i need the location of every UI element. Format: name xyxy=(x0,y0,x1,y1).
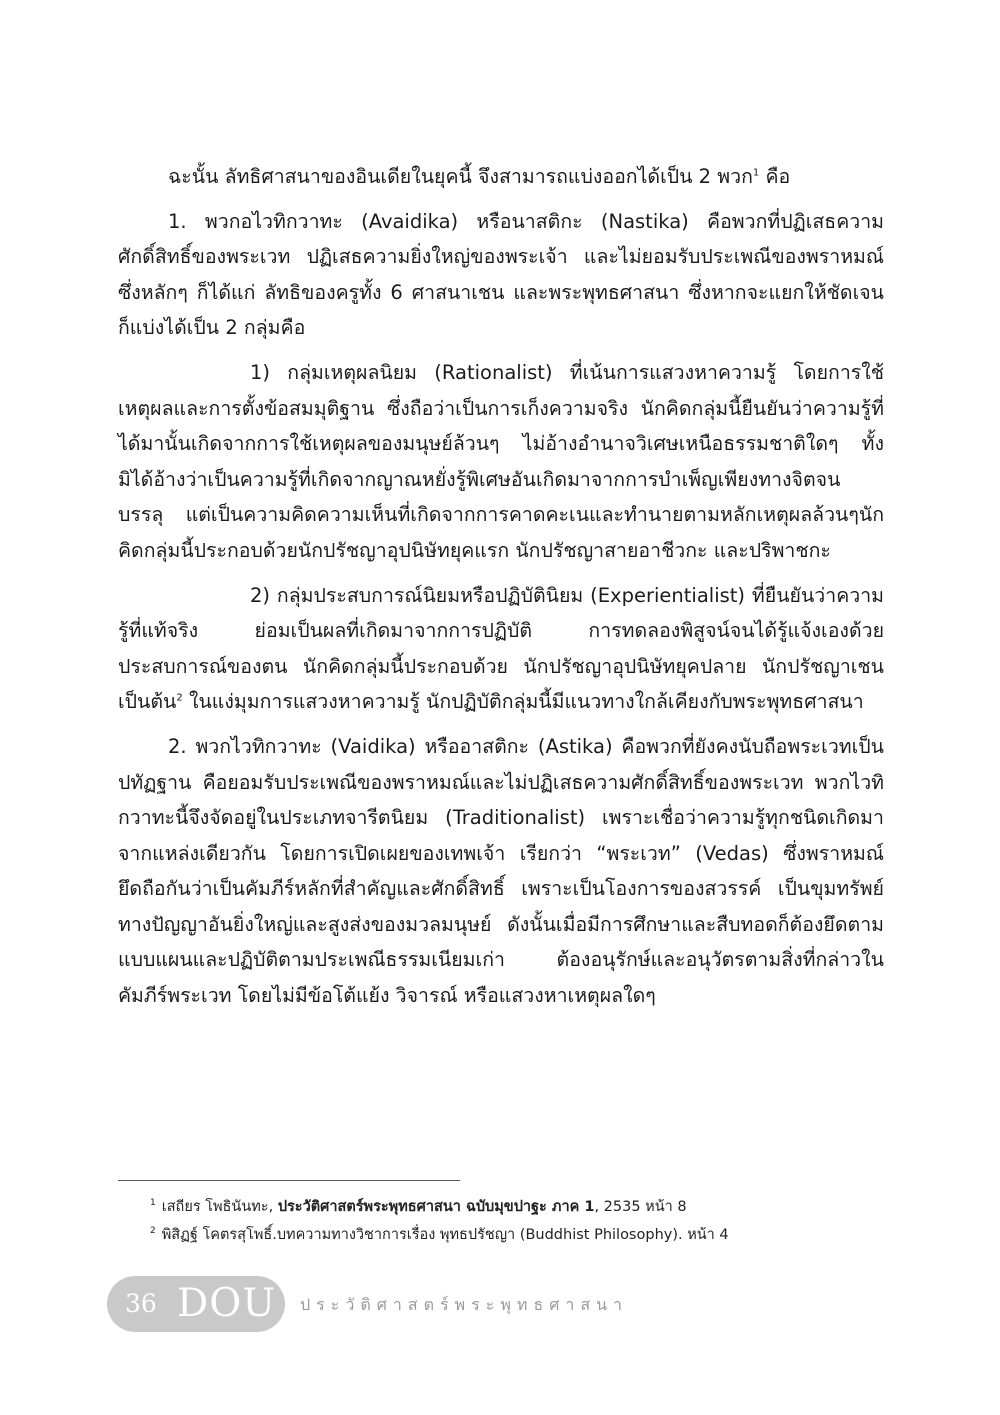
intro-text: ฉะนั้น ลัทธิศาสนาของอินเดียในยุคนี้ จึงสามารถแบ่งออกได้เป็น 2 พวก xyxy=(168,165,753,188)
footnote-ref-1[interactable]: 1 xyxy=(752,167,760,179)
footnote-divider xyxy=(118,1180,460,1181)
body-text xyxy=(118,159,884,1014)
sub2-tail: ในแง่มุมการแสวงหาความรู้ นักปฏิบัติกลุ่มนี้มีแนวทางใกล้เคียงกับพระพุทธศาสนา xyxy=(182,690,864,714)
sub1-paragraph: 1) กลุ่มเหตุผลนิยม (Rationalist) ที่เน้นการแสวงหาความรู้ โดยการใช้เหตุผลและการตั้งข้อสมมุติฐาน ซึ่งถือว่าเป็นการเก็งความจริง นักคิดกลุ่มนี้ยืนยันว่าความรู้ที่ได้มานั้นเกิดจากการใช้เหตุผลของมนุษย์ล้วนๆ ไม่อ้างอำนาจวิเศษเหนือธรรมชาติใดๆ ทั้งมิได้อ้างว่าเป็นความรู้ที่เกิดจากญาณหยั่งรู้พิเศษอันเกิดมาจากการบำเพ็ญเพียงทางจิตจนบรรลุ แต่เป็นความคิดความเห็นที่เกิดจากการคาดคะเนและทำนายตามหลักเหตุผลล้วนๆนักคิดกลุ่มนี้ประกอบด้วยนักปรัชญาอุปนิษัทยุคแรก นักปรัชญาสายอาชีวกะ และปริพาชกะ xyxy=(118,360,884,562)
running-title: ประวัติศาสตร์พระพุทธศาสนา xyxy=(300,1295,629,1314)
footnote-1-title: ประวัติศาสตร์พระพุทธศาสนา ฉบับมุขปาฐะ ภาค 1 xyxy=(277,1199,595,1215)
intro-paragraph xyxy=(118,159,884,195)
group2-paragraph: 2. พวกไวทิกวาทะ (Vaidika) หรืออาสติกะ (Astika) คือพวกที่ยังคงนับถือพระเวทเป็นปทัฏฐาน คือยอมรับประเพณีของพราหมณ์และไม่ปฏิเสธความศักดิ์สิทธิ์ของพระเวท พวกไวทิกวาทะนี้จึงจัดอยู่ในประเภทจารีตนิยม (Traditionalist) เพราะเชื่อว่าความรู้ทุกชนิดเกิดมาจากแหล่งเดียวกัน โดยการเปิดเผยของเทพเจ้า เรียกว่า “พระเวท” (Vedas) ซึ่งพราหมณ์ยึดถือกันว่าเป็นคัมภีร์หลักที่สำคัญและศักดิ์สิทธิ์ เพราะเป็นโองการของสวรรค์ เป็นขุมทรัพย์ทางปัญญาอันยิ่งใหญ่และสูงส่งของมวลมนุษย์ ดังนั้นเมื่อมีการศึกษาและสืบทอดก็ต้องยึดตามแบบแผนและปฏิบัติตามประเพณีธรรมเนียมเก่า ต้องอนุรักษ์และอนุวัตรตามสิ่งที่กล่าวในคัมภีร์พระเวท โดยไม่มีข้อโต้แย้ง วิจารณ์ หรือแสวงหาเหตุผลใดๆ xyxy=(118,734,884,1008)
page-number: 36 xyxy=(125,1289,157,1318)
footnote-1 xyxy=(150,1193,890,1221)
footnote-1-rest: , 2535 หน้า 8 xyxy=(594,1199,687,1215)
group1-paragraph: 1. พวกอไวทิกวาทะ (Avaidika) หรือนาสติกะ (Nastika) คือพวกที่ปฏิเสธความศักดิ์สิทธิ์ของพระเวท ปฏิเสธความยิ่งใหญ่ของพระเจ้า และไม่ยอมรับประเพณีของพราหมณ์ ซึ่งหลักๆ ก็ได้แก่ ลัทธิของครูทั้ง 6 ศาสนาเชน และพระพุทธศาสนา ซึ่งหากจะแยกให้ชัดเจน ก็แบ่งได้เป็น 2 กลุ่มคือ xyxy=(118,209,884,340)
page-badge xyxy=(107,1276,285,1332)
footnote-1-author: เสถียร โพธินันทะ, xyxy=(161,1199,274,1215)
dou-logo: DOU xyxy=(177,1281,277,1326)
sub2-paragraph xyxy=(118,578,884,720)
sub2-text: 2) กลุ่มประสบการณ์นิยมหรือปฏิบัตินิยม (Experientialist) ที่ยืนยันว่าความรู้ที่แท้จริง ย่อมเป็นผลที่เกิดมาจากการปฏิบัติ การทดลองพิสูจน์จนได้รู้แจ้งเองด้วยประสบการณ์ของตน นักคิดกลุ่มนี้ประกอบด้วย นักปรัชญาอุปนิษัทยุคปลาย นักปรัชญาเชน เป็นต้น xyxy=(118,583,884,714)
footnote-2 xyxy=(150,1221,890,1249)
footnote-1-number: 1 xyxy=(150,1198,156,1209)
footnote-2-text: พิสิฏฐ์ โคตรสุโพธิ์.บทความทางวิชาการเรื่อง พุทธปรัชญา (Buddhist Philosophy). หน้า 4 xyxy=(161,1227,729,1243)
footnote-2-number: 2 xyxy=(150,1226,156,1237)
footnote-ref-2[interactable]: 2 xyxy=(176,692,183,704)
footnotes xyxy=(150,1193,890,1249)
intro-tail: คือ xyxy=(759,165,791,188)
